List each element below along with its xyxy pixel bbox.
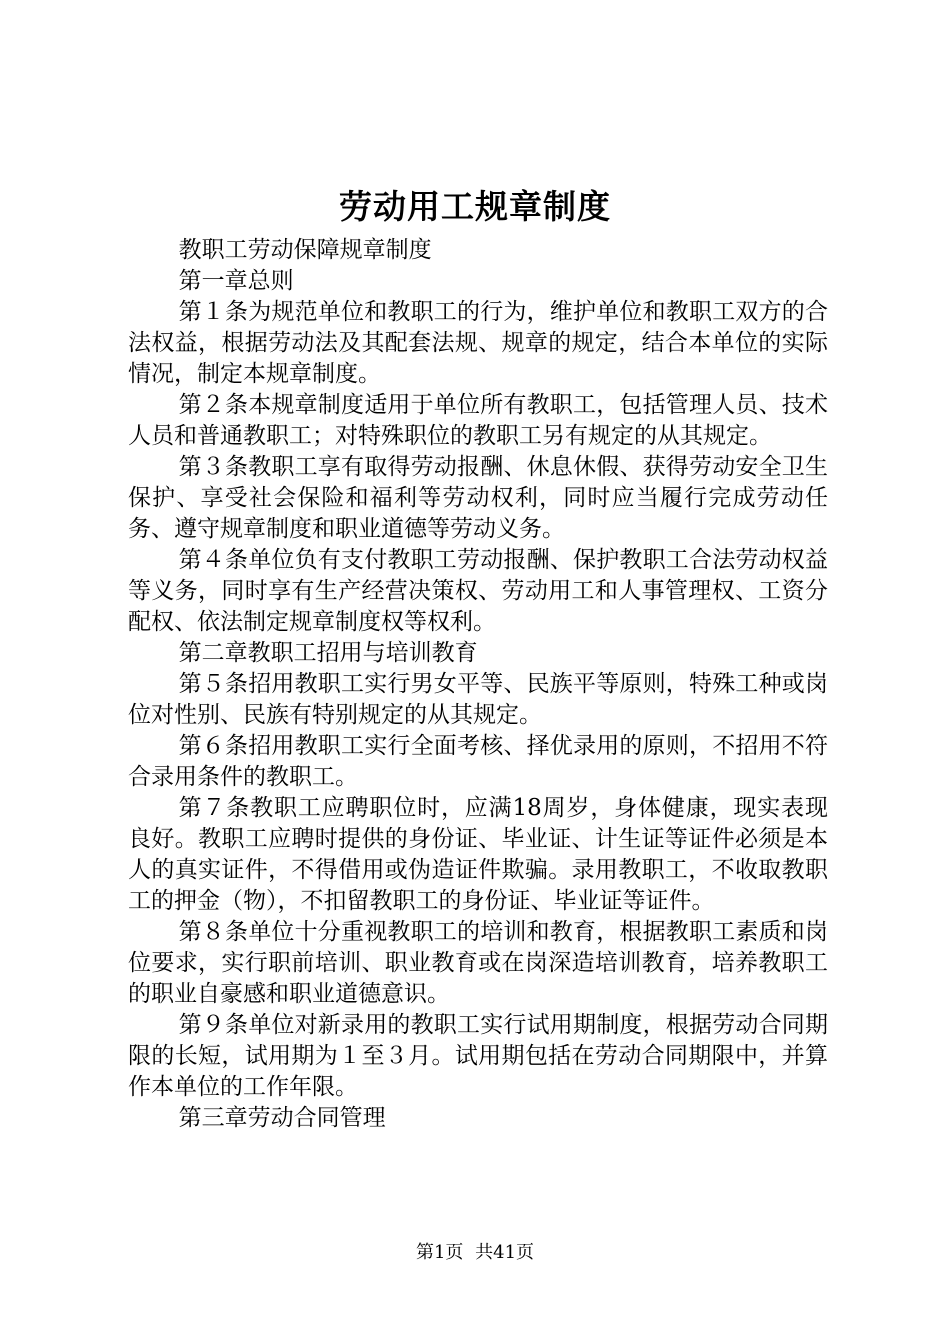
page-total: 共41页: [475, 1242, 535, 1263]
subtitle-heading: 教职工劳动保障规章制度: [178, 237, 432, 263]
article-paragraph: 第４条单位负有支付教职工劳动报酬、保护教职工合法劳动权益等义务，同时享有生产经营决策权、劳动用工和人事管理权、工资分配权、依法制定规章制度权等权利。: [128, 547, 828, 635]
page-footer: [0, 1241, 950, 1265]
article-paragraph: 第７条教职工应聘职位时，应满18周岁，身体健康，现实表现良好。教职工应聘时提供的身份证、毕业证、计生证等证件必须是本人的真实证件，不得借用或伪造证件欺骗。录用教职工，不收取教职工的押金（物），不扣留教职工的身份证、毕业证等证件。: [128, 795, 828, 914]
article-paragraph: 第８条单位十分重视教职工的培训和教育，根据教职工素质和岗位要求，实行职前培训、职业教育或在岗深造培训教育，培养教职工的职业自豪感和职业道德意识。: [128, 919, 828, 1007]
article-paragraph: 第３条教职工享有取得劳动报酬、休息休假、获得劳动安全卫生保护、享受社会保险和福利等劳动权利，同时应当履行完成劳动任务、遵守规章制度和职业道德等劳动义务。: [128, 454, 828, 542]
article-paragraph: 第１条为规范单位和教职工的行为，维护单位和教职工双方的合法权益，根据劳动法及其配套法规、规章的规定，结合本单位的实际情况，制定本规章制度。: [128, 299, 828, 387]
document-title: 劳动用工规章制度: [339, 187, 611, 226]
document-body: [128, 235, 828, 1134]
chapter-heading: 第一章总则: [178, 268, 294, 294]
article-paragraph: 第９条单位对新录用的教职工实行试用期制度，根据劳动合同期限的长短，试用期为１至３月。试用期包括在劳动合同期限中，并算作本单位的工作年限。: [128, 1012, 828, 1100]
article-paragraph: 第６条招用教职工实行全面考核、择优录用的原则，不招用不符合录用条件的教职工。: [128, 733, 828, 790]
article-paragraph: 第２条本规章制度适用于单位所有教职工，包括管理人员、技术人员和普通教职工；对特殊职位的教职工另有规定的从其规定。: [128, 392, 828, 449]
chapter-heading: 第三章劳动合同管理: [178, 1105, 386, 1131]
article-paragraph: 第５条招用教职工实行男女平等、民族平等原则，特殊工种或岗位对性别、民族有特别规定的从其规定。: [128, 671, 828, 728]
page-number: 第1页: [415, 1242, 464, 1263]
chapter-heading: 第二章教职工招用与培训教育: [178, 640, 478, 666]
